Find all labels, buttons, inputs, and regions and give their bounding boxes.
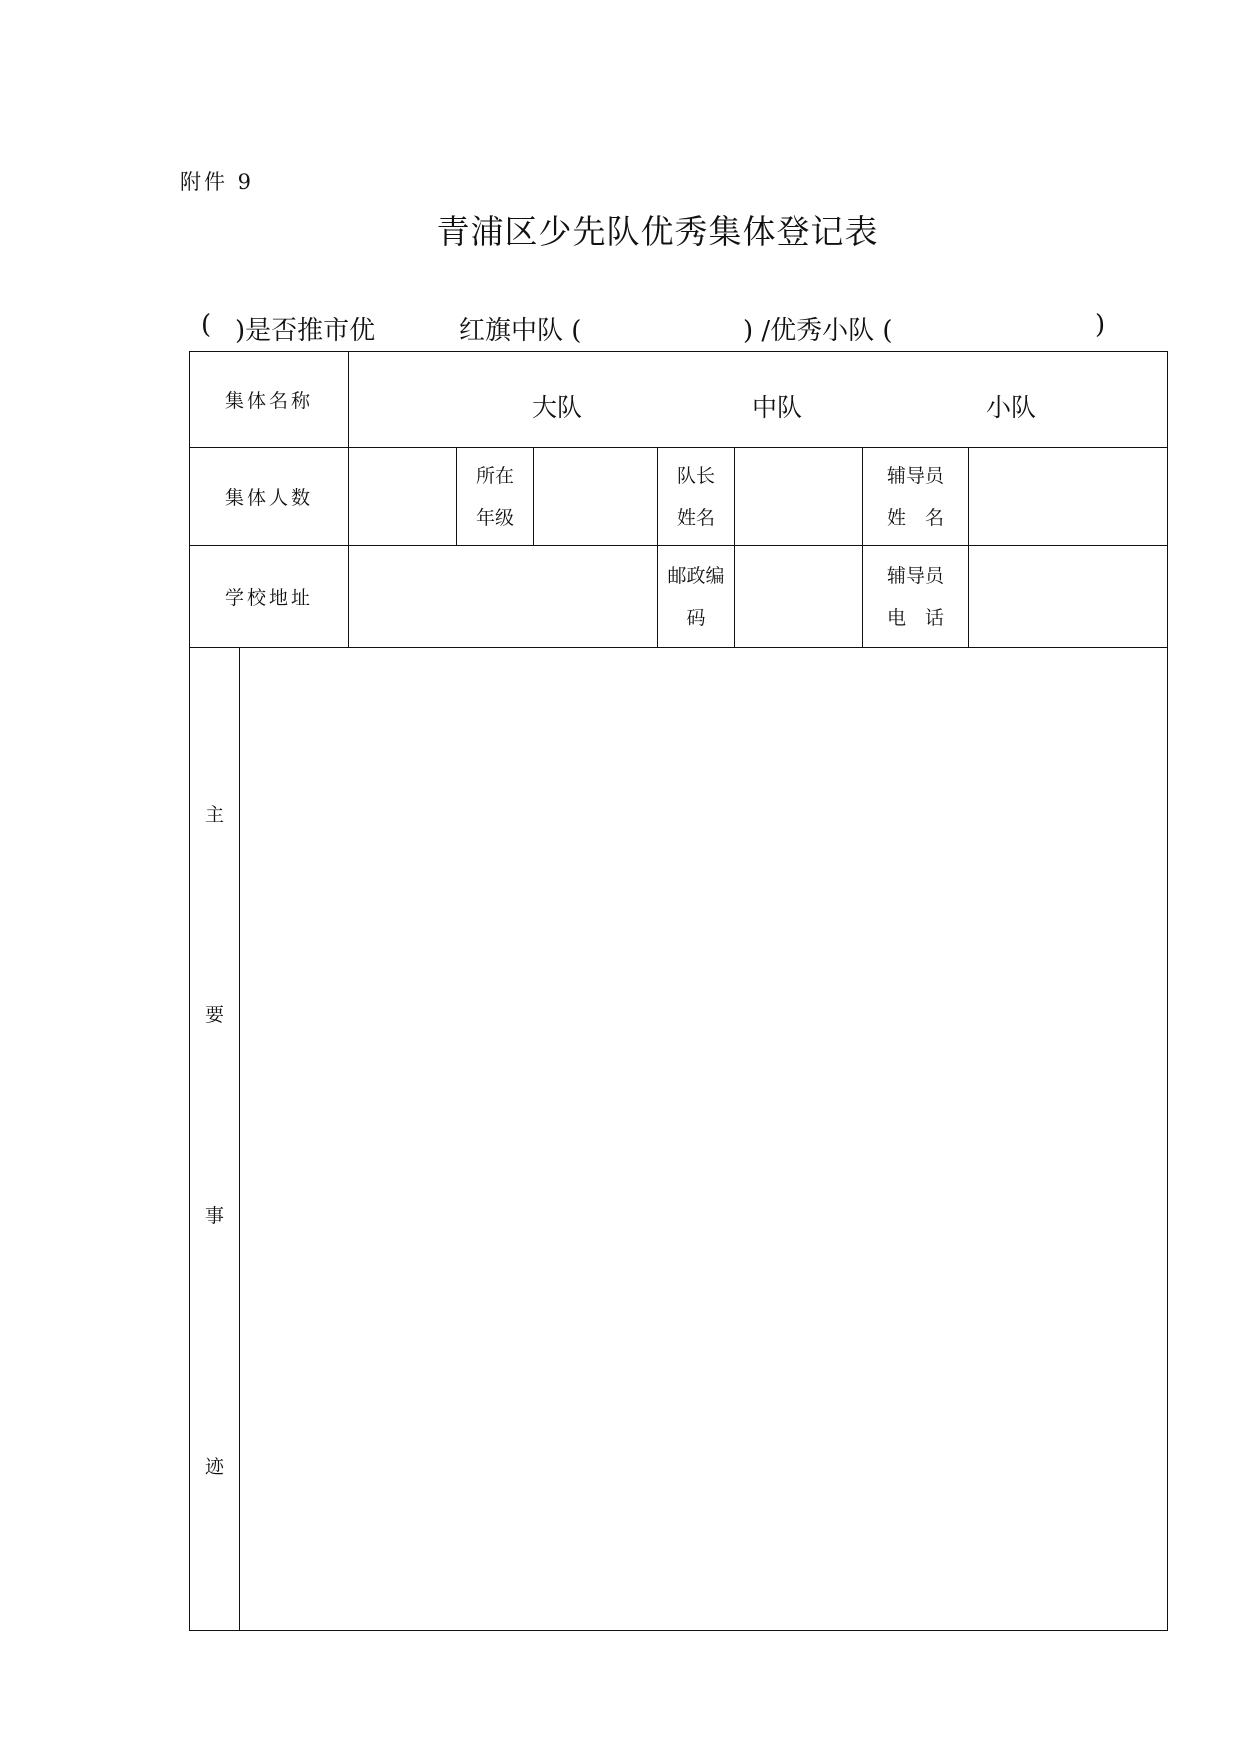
grade-label-line1: 所在 [476,464,515,487]
counselor-name-field[interactable] [969,448,1168,546]
collective-name-row [190,352,1168,448]
school-address-field[interactable] [349,546,658,648]
main-deeds-field[interactable] [240,648,1168,1631]
member-count-row [190,448,1168,546]
recommend-question: )是否推市优 [235,316,376,346]
leader-label-line2: 姓名 [677,506,716,529]
recommendation-line [195,310,1115,346]
leader-name-field[interactable] [735,448,863,546]
squadron-label: 中队 [752,393,803,422]
main-deeds-char-2: 要 [204,1004,224,1026]
brigade-label: 大队 [532,393,583,422]
collective-name-label: 集体名称 [190,352,349,448]
main-deeds-label [190,648,240,1631]
grade-label-line2: 年级 [476,506,515,529]
main-deeds-char-4: 迹 [204,1456,224,1478]
postcode-field[interactable] [735,546,863,648]
grade-label [457,448,534,546]
counselor-phone-label [863,546,969,648]
leader-label-line1: 队长 [677,464,716,487]
counselor-phone-label-line2: 电 话 [887,606,945,629]
member-count-label: 集体人数 [190,448,349,546]
postcode-label [658,546,735,648]
squad-label: 小队 [986,393,1037,422]
counselor-name-label [863,448,969,546]
school-address-row [190,546,1168,648]
form-title: 青浦区少先队优秀集体登记表 [436,212,879,251]
counselor-phone-label-line1: 辅导员 [887,564,945,587]
leader-name-label [658,448,735,546]
postcode-label-line2: 码 [686,606,706,629]
registration-table [189,351,1168,1631]
red-flag-squadron-label: 红旗中队 ( [459,316,582,346]
main-deeds-char-1: 主 [204,804,224,826]
recommend-bracket-close: ) [1095,310,1106,340]
counselor-name-label-line1: 辅导员 [887,464,945,487]
main-deeds-char-3: 事 [204,1205,224,1227]
attachment-number: 附件 9 [180,170,255,194]
member-count-field[interactable] [349,448,457,546]
main-deeds-row [190,648,1168,1631]
grade-field[interactable] [534,448,658,546]
school-address-label: 学校地址 [190,546,349,648]
counselor-phone-field[interactable] [969,546,1168,648]
recommend-bracket-open: ( [201,310,212,340]
excellent-squad-label: ) /优秀小队 ( [743,316,893,346]
counselor-name-label-line2: 姓 名 [887,506,945,529]
postcode-label-line1: 邮政编 [667,564,725,587]
collective-name-field[interactable] [349,352,1168,448]
